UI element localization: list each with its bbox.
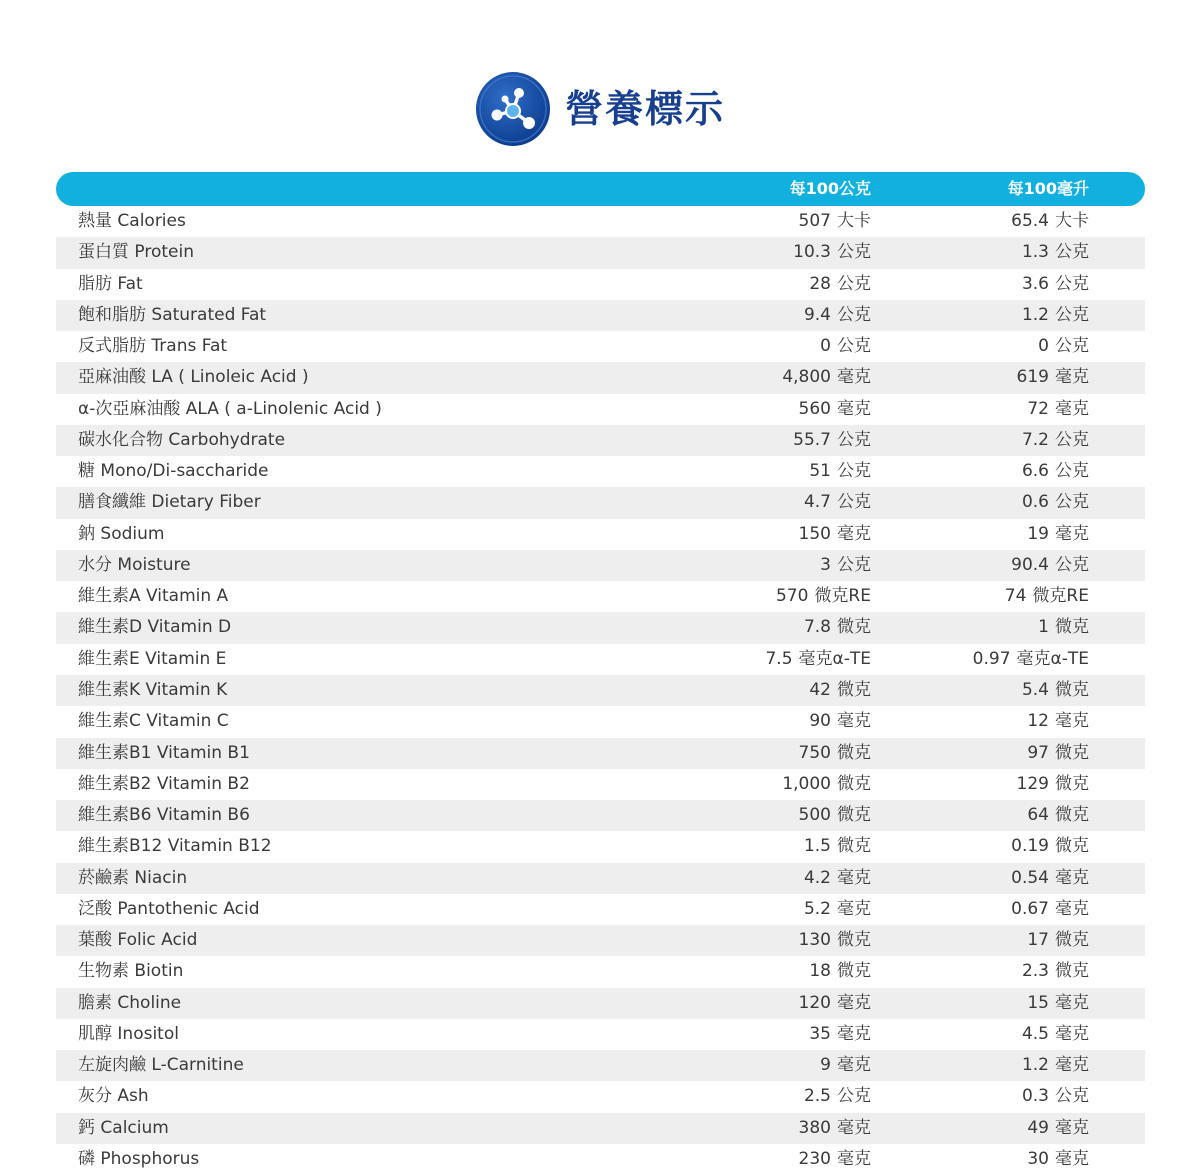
value-per-100g [809,706,871,737]
value-number: 90 [809,711,831,732]
value-unit: 公克 [1055,492,1089,513]
value-number: 17 [1027,930,1049,951]
value-number: 230 [798,1148,831,1169]
nutrient-name: 熱量 Calories [78,211,186,231]
table-row [56,487,1145,518]
value-unit: 毫克 [1055,867,1089,888]
value-number: 3 [820,554,831,575]
nutrient-name: 維生素B1 Vitamin B1 [78,742,250,763]
value-unit: 大卡 [837,211,871,231]
value-per-100g [799,1113,871,1144]
value-per-100g [804,487,871,518]
table-row [56,300,1145,331]
value-number: 1.2 [1021,304,1049,325]
value-unit: 毫克 [1055,367,1089,388]
value-number: 18 [809,961,831,982]
value-per-100ml [1005,581,1089,612]
value-unit: 毫克 [1055,1055,1089,1076]
value-unit: 微克 [837,679,871,700]
nutrient-name: 蛋白質 Protein [78,242,194,263]
value-unit: 微克 [1055,773,1089,794]
value-per-100g [799,206,871,237]
value-unit: 公克 [1055,336,1089,357]
value-number: 10.3 [793,242,831,263]
value-per-100g [799,925,871,956]
table-row [56,1144,1145,1175]
table-row [56,800,1145,831]
table-row [56,925,1145,956]
nutrient-name: 維生素B2 Vitamin B2 [78,773,250,794]
value-per-100g [776,581,871,612]
value-unit: 大卡 [1055,211,1089,231]
value-unit: 公克 [837,461,871,482]
value-unit: 毫克 [1055,711,1089,732]
value-number: 0.19 [1011,836,1049,857]
value-unit: 公克 [837,242,871,263]
value-number: 120 [798,992,831,1013]
nutrient-name: 亞麻油酸 LA ( Linoleic Acid ) [78,367,309,388]
nutrient-name: 鈣 Calcium [78,1117,169,1138]
value-unit: 毫克α-TE [1016,648,1089,669]
value-per-100ml [1022,1081,1089,1112]
value-number: 570 [775,586,809,607]
value-unit: 微克 [1055,742,1089,763]
value-per-100ml [1011,550,1089,581]
value-per-100g [820,331,871,362]
value-unit: 微克RE [1032,586,1089,607]
value-per-100g [809,456,871,487]
value-per-100ml [1017,769,1089,800]
value-unit: 公克 [837,304,871,325]
value-per-100g [809,675,871,706]
table-row [56,237,1145,268]
value-number: 1.5 [803,836,831,857]
nutrient-name: 維生素K Vitamin K [78,679,228,700]
value-unit: 微克 [837,805,871,826]
table-row [56,863,1145,894]
value-number: 0 [820,336,831,357]
nutrient-name: 飽和脂肪 Saturated Fat [78,304,267,325]
value-number: 0.6 [1021,492,1049,513]
value-unit: 毫克 [837,1117,871,1138]
value-per-100ml [1027,1144,1089,1175]
value-number: 500 [798,805,831,826]
value-unit: 公克 [837,429,871,450]
value-number: 4.5 [1021,1023,1049,1044]
value-unit: 公克 [837,336,871,357]
value-unit: 微克 [1055,930,1089,951]
value-per-100g [809,1019,871,1050]
value-unit: 微克 [837,836,871,857]
value-number: 150 [798,523,831,544]
value-unit: 毫克 [837,711,871,732]
value-unit: 微克 [1055,805,1089,826]
nutrient-name: 維生素B12 Vitamin B12 [78,836,272,857]
value-per-100ml [1022,1019,1089,1050]
value-per-100ml [1011,206,1089,237]
table-row [56,394,1145,425]
value-unit: 公克 [1055,242,1089,263]
value-per-100ml [1027,800,1089,831]
value-number: 15 [1027,992,1049,1013]
nutrient-name: 肌醇 Inositol [78,1023,179,1044]
table-body [56,206,1145,1175]
value-per-100g [809,956,871,987]
value-unit: 微克 [837,617,871,638]
value-unit: 毫克 [1055,1148,1089,1169]
table-row [56,956,1145,987]
value-number: 51 [809,461,831,482]
value-unit: 微克 [1055,679,1089,700]
title-block [0,70,1200,148]
value-number: 9 [820,1055,831,1076]
table-header [56,172,1145,206]
value-per-100ml [1022,237,1089,268]
table-row [56,675,1145,706]
table-row [56,738,1145,769]
nutrient-name: 鈉 Sodium [78,523,165,544]
value-number: 0.54 [1011,867,1049,888]
col-header-per-100ml: 每100毫升 [1007,179,1089,198]
value-per-100g [799,988,871,1019]
value-unit: 微克 [1055,617,1089,638]
value-number: 3.6 [1021,273,1049,294]
value-per-100g [804,1081,871,1112]
value-per-100ml [1027,925,1089,956]
value-number: 4,800 [782,367,831,388]
value-unit: 毫克 [837,367,871,388]
table-row [56,269,1145,300]
nutrient-name: 維生素D Vitamin D [78,617,232,638]
molecule-icon [475,71,551,147]
value-per-100ml [1022,269,1089,300]
nutrient-name: α-次亞麻油酸 ALA ( a-Linolenic Acid ) [78,398,382,419]
value-number: 55.7 [793,429,831,450]
value-per-100g [799,519,871,550]
value-number: 5.4 [1021,679,1049,700]
nutrition-table [56,172,1145,1175]
value-number: 1.2 [1021,1055,1049,1076]
value-per-100g [782,769,871,800]
value-unit: 公克 [1055,273,1089,294]
value-unit: 微克 [837,961,871,982]
value-unit: 毫克 [837,898,871,919]
value-number: 0 [1038,336,1049,357]
value-per-100g [804,863,871,894]
value-per-100g [804,612,871,643]
value-number: 5.2 [803,898,831,919]
value-number: 1 [1038,617,1049,638]
value-per-100ml [1027,738,1089,769]
value-unit: 公克 [837,273,871,294]
nutrient-name: 灰分 Ash [78,1086,149,1107]
table-row [56,425,1145,456]
table-row [56,519,1145,550]
value-unit: 毫克 [1055,1117,1089,1138]
value-per-100g [799,738,871,769]
value-per-100g [804,300,871,331]
value-per-100g [799,800,871,831]
nutrient-name: 水分 Moisture [78,554,191,575]
value-unit: 毫克 [837,992,871,1013]
value-per-100ml [1027,519,1089,550]
value-per-100ml [1027,988,1089,1019]
table-row [56,331,1145,362]
value-unit: 公克 [837,1086,871,1107]
value-number: 380 [798,1117,831,1138]
value-number: 507 [798,211,831,231]
nutrient-name: 碳水化合物 Carbohydrate [78,429,286,450]
table-row [56,550,1145,581]
value-per-100ml [1022,487,1089,518]
nutrient-name: 反式脂肪 Trans Fat [78,336,228,357]
value-per-100ml [1011,894,1089,925]
value-number: 1.3 [1021,242,1049,263]
value-per-100ml [973,644,1089,675]
value-per-100g [809,269,871,300]
value-unit: 公克 [1055,429,1089,450]
table-row [56,894,1145,925]
nutrient-name: 糖 Mono/Di-saccharide [78,461,269,482]
table-row [56,456,1145,487]
value-per-100g [782,362,871,393]
value-per-100g [804,831,871,862]
value-number: 65.4 [1011,211,1049,231]
value-unit: 毫克 [837,1148,871,1169]
value-unit: 毫克 [1055,523,1089,544]
value-per-100ml [1027,706,1089,737]
value-unit: 微克 [1055,836,1089,857]
col-header-per-100g: 每100公克 [789,179,871,198]
value-number: 7.8 [803,617,831,638]
table-row [56,1050,1145,1081]
value-number: 19 [1027,523,1049,544]
table-row [56,706,1145,737]
value-unit: 公克 [837,492,871,513]
value-unit: 微克 [1055,961,1089,982]
value-number: 2.3 [1021,961,1049,982]
value-per-100g [820,1050,871,1081]
nutrient-name: 膽素 Choline [78,992,182,1013]
nutrient-name: 維生素A Vitamin A [78,586,229,607]
value-per-100g [793,425,871,456]
value-number: 129 [1016,773,1049,794]
value-per-100ml [1017,362,1089,393]
value-per-100g [799,1144,871,1175]
value-per-100ml [1022,425,1089,456]
nutrient-name: 生物素 Biotin [78,961,184,982]
value-number: 6.6 [1021,461,1049,482]
value-per-100ml [1011,831,1089,862]
table-row [56,1113,1145,1144]
value-unit: 毫克 [1055,398,1089,419]
nutrient-name: 菸鹼素 Niacin [78,867,188,888]
value-per-100ml [1027,394,1089,425]
value-per-100ml [1022,456,1089,487]
value-number: 72 [1027,398,1049,419]
value-number: 750 [798,742,831,763]
value-unit: 毫克 [1055,992,1089,1013]
value-unit: 微克 [837,930,871,951]
value-unit: 毫克 [1055,898,1089,919]
value-number: 90.4 [1011,554,1049,575]
value-per-100ml [1022,300,1089,331]
table-row [56,362,1145,393]
value-unit: 公克 [1055,304,1089,325]
nutrient-name: 膳食纖維 Dietary Fiber [78,492,261,513]
value-number: 2.5 [803,1086,831,1107]
table-row [56,581,1145,612]
value-per-100g [799,394,871,425]
nutrient-name: 葉酸 Folic Acid [78,930,198,951]
value-unit: 公克 [1055,461,1089,482]
value-unit: 微克 [837,773,871,794]
value-number: 560 [798,398,831,419]
nutrient-name: 維生素E Vitamin E [78,648,227,669]
value-per-100g [793,237,871,268]
value-number: 0.97 [972,648,1011,669]
value-number: 130 [798,930,831,951]
table-row [56,1019,1145,1050]
value-unit: 微克RE [814,586,871,607]
value-per-100g [765,644,871,675]
value-number: 12 [1027,711,1049,732]
value-number: 619 [1016,367,1049,388]
nutrient-name: 左旋肉鹼 L-Carnitine [78,1055,244,1076]
value-unit: 毫克 [837,523,871,544]
table-row [56,831,1145,862]
value-unit: 微克 [837,742,871,763]
value-number: 74 [1004,586,1027,607]
value-per-100ml [1038,612,1089,643]
value-per-100ml [1027,1113,1089,1144]
value-unit: 公克 [837,554,871,575]
nutrient-name: 泛酸 Pantothenic Acid [78,898,260,919]
value-unit: 毫克 [837,1055,871,1076]
value-number: 49 [1027,1117,1049,1138]
value-number: 42 [809,679,831,700]
value-number: 9.4 [803,304,831,325]
table-row [56,769,1145,800]
value-number: 7.2 [1021,429,1049,450]
value-per-100ml [1011,863,1089,894]
value-unit: 毫克α-TE [798,648,871,669]
value-number: 28 [809,273,831,294]
value-per-100g [820,550,871,581]
value-number: 7.5 [765,648,793,669]
value-number: 64 [1027,805,1049,826]
value-unit: 毫克 [1055,1023,1089,1044]
nutrient-name: 脂肪 Fat [78,273,143,294]
page-title: 營養標示 [564,87,725,131]
value-number: 35 [809,1023,831,1044]
table-row [56,612,1145,643]
value-per-100ml [1022,1050,1089,1081]
nutrient-name: 磷 Phosphorus [78,1148,200,1169]
value-per-100ml [1022,956,1089,987]
value-unit: 毫克 [837,398,871,419]
value-per-100g [804,894,871,925]
value-number: 4.7 [803,492,831,513]
value-unit: 毫克 [837,867,871,888]
table-row [56,1081,1145,1112]
value-number: 4.2 [803,867,831,888]
table-row [56,988,1145,1019]
nutrient-name: 維生素C Vitamin C [78,711,229,732]
nutrient-name: 維生素B6 Vitamin B6 [78,805,250,826]
value-number: 30 [1027,1148,1049,1169]
value-number: 1,000 [782,773,831,794]
value-unit: 公克 [1055,1086,1089,1107]
value-number: 0.67 [1011,898,1049,919]
table-row [56,644,1145,675]
value-number: 0.3 [1021,1086,1049,1107]
value-per-100ml [1022,675,1089,706]
value-unit: 毫克 [837,1023,871,1044]
value-per-100ml [1038,331,1089,362]
value-unit: 公克 [1055,554,1089,575]
value-number: 97 [1027,742,1049,763]
table-row [56,206,1145,237]
